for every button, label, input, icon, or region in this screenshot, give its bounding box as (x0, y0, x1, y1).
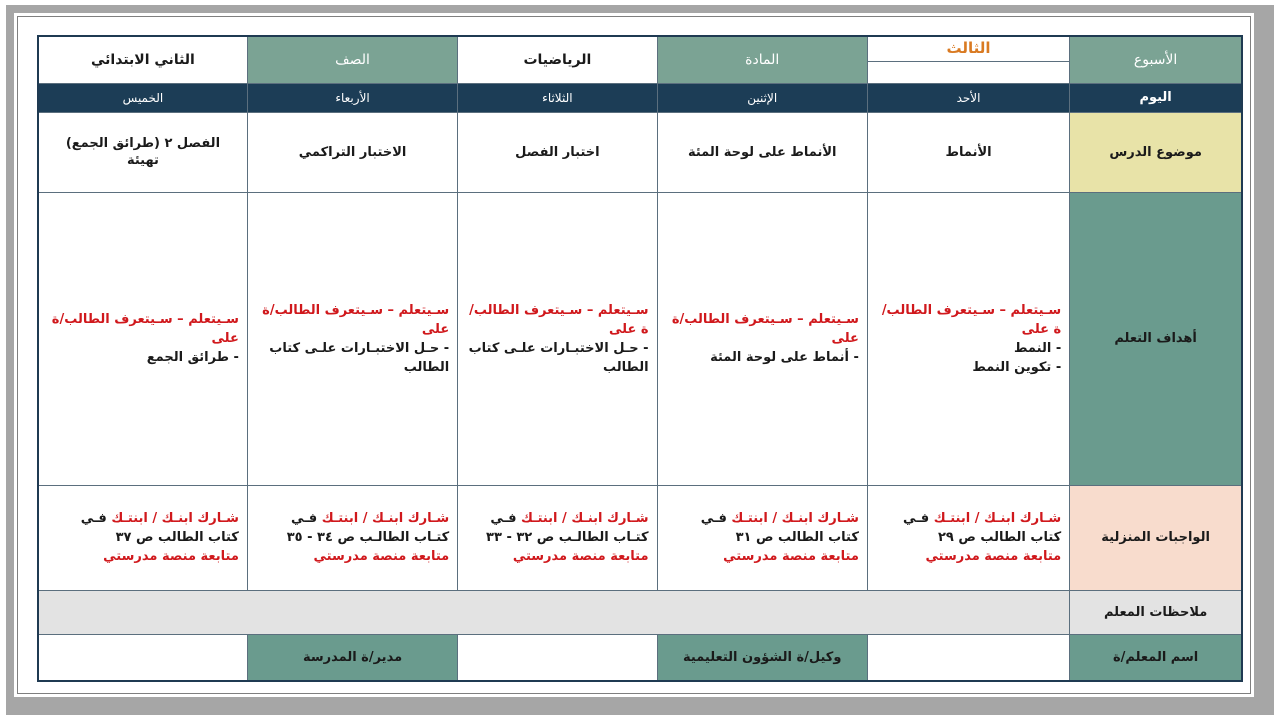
week-value-cell (867, 36, 1069, 83)
subject-label: المادة (657, 36, 867, 83)
goal-item: - حـل الاختبـارات علـى كتاب الطالب (269, 340, 450, 375)
homework-follow: متابعة منصة مدرستي (925, 549, 1062, 564)
principal-label: مدير/ة المدرسة (247, 634, 457, 681)
topic-row (38, 112, 1242, 192)
goals-intro: سـيتعلم – سـيتعرف الطالب/ة على (51, 312, 239, 346)
notes-row (38, 590, 1242, 634)
subject-value: الرياضيات (458, 36, 657, 83)
goals-intro: سـيتعلم – سـيتعرف الطالب/ة على (262, 302, 450, 337)
homework-thursday (38, 485, 247, 590)
goal-item: - تكوين النمط (972, 359, 1062, 375)
topic-sunday: الأنماط (867, 112, 1069, 192)
goals-thursday (38, 192, 247, 485)
homework-row (38, 485, 1242, 590)
topic-wednesday: الاختبار التراكمي (247, 112, 457, 192)
notes-label: ملاحظات المعلم (1070, 590, 1242, 634)
homework-label: الواجبات المنزلية (1070, 485, 1242, 590)
week-value: الثالث (868, 37, 1069, 62)
homework-share: شـارك ابنـك / ابنتـك (521, 511, 649, 526)
grade-label: الصف (247, 36, 457, 83)
teacher-name-label: اسم المعلم/ة (1070, 634, 1242, 681)
homework-follow: متابعة منصة مدرستي (512, 549, 649, 564)
goal-item: - طرائق الجمع (146, 350, 239, 365)
goals-monday (657, 192, 867, 485)
homework-share: شـارك ابنـك / ابنتـك (731, 511, 859, 526)
goals-sunday (867, 192, 1069, 485)
deputy-signature-field[interactable] (458, 634, 657, 681)
goals-intro: سـيتعلم – سـيتعرف الطالب/ة على (469, 302, 649, 337)
goal-item: - أنماط على لوحة المئة (710, 350, 859, 365)
header-row (38, 36, 1242, 83)
homework-share: شـارك ابنـك / ابنتـك (321, 511, 450, 526)
homework-book: كتاب الطالب ص ٣١ (735, 530, 859, 545)
topic-label: موضوع الدرس (1070, 112, 1242, 192)
days-row (38, 83, 1242, 112)
homework-book: كتـاب الطالـب ص ٣٤ - ٣٥ (286, 530, 450, 545)
day-tuesday: الثلاثاء (458, 83, 657, 112)
homework-share-in: فـي (490, 511, 517, 526)
weekly-plan-table (37, 35, 1243, 682)
homework-share-in: فـي (291, 511, 318, 526)
goals-wednesday (247, 192, 457, 485)
homework-share: شـارك ابنـك / ابنتـك (933, 511, 1062, 526)
topic-thursday-text: الفصل ٢ (طرائق الجمع) تهيئة (65, 136, 221, 168)
homework-share-in: فـي (903, 511, 930, 526)
week-label: الأسبوع (1070, 36, 1242, 83)
goals-intro: سـيتعلم – سـيتعرف الطالب/ة على (671, 312, 859, 346)
homework-share-in: فـي (80, 511, 107, 526)
goals-row (38, 192, 1242, 485)
grade-value: الثاني الابتدائي (38, 36, 247, 83)
topic-thursday (38, 112, 247, 192)
goals-tuesday (458, 192, 657, 485)
goals-label: أهداف التعلم (1070, 192, 1242, 485)
homework-tuesday (458, 485, 657, 590)
homework-sunday (867, 485, 1069, 590)
signatures-row (38, 634, 1242, 681)
homework-follow: متابعة منصة مدرستي (723, 549, 859, 564)
homework-wednesday (247, 485, 457, 590)
homework-book: كتـاب الطالـب ص ٣٢ - ٣٣ (486, 530, 649, 545)
homework-monday (657, 485, 867, 590)
homework-follow: متابعة منصة مدرستي (103, 549, 239, 564)
day-thursday: الخميس (38, 83, 247, 112)
homework-book: كتاب الطالب ص ٣٧ (115, 530, 239, 545)
homework-book: كتاب الطالب ص ٢٩ (937, 530, 1062, 545)
homework-share-in: فـي (700, 511, 727, 526)
goal-item: - النمط (1014, 340, 1062, 356)
deputy-label: وكيل/ة الشؤون التعليمية (657, 634, 867, 681)
topic-monday: الأنماط على لوحة المئة (657, 112, 867, 192)
goal-item: - حـل الاختبـارات علـى كتاب الطالب (468, 340, 649, 375)
homework-share: شـارك ابنـك / ابنتـك (111, 511, 239, 526)
teacher-name-field[interactable] (867, 634, 1069, 681)
goals-intro: سـيتعلم – سـيتعرف الطالب/ة على (881, 302, 1062, 337)
notes-field[interactable] (38, 590, 1070, 634)
principal-signature-field[interactable] (38, 634, 247, 681)
homework-follow: متابعة منصة مدرستي (313, 549, 450, 564)
day-label: اليوم (1070, 83, 1242, 112)
day-wednesday: الأربعاء (247, 83, 457, 112)
day-monday: الإثنين (657, 83, 867, 112)
day-sunday: الأحد (867, 83, 1069, 112)
topic-tuesday: اختبار الفصل (458, 112, 657, 192)
